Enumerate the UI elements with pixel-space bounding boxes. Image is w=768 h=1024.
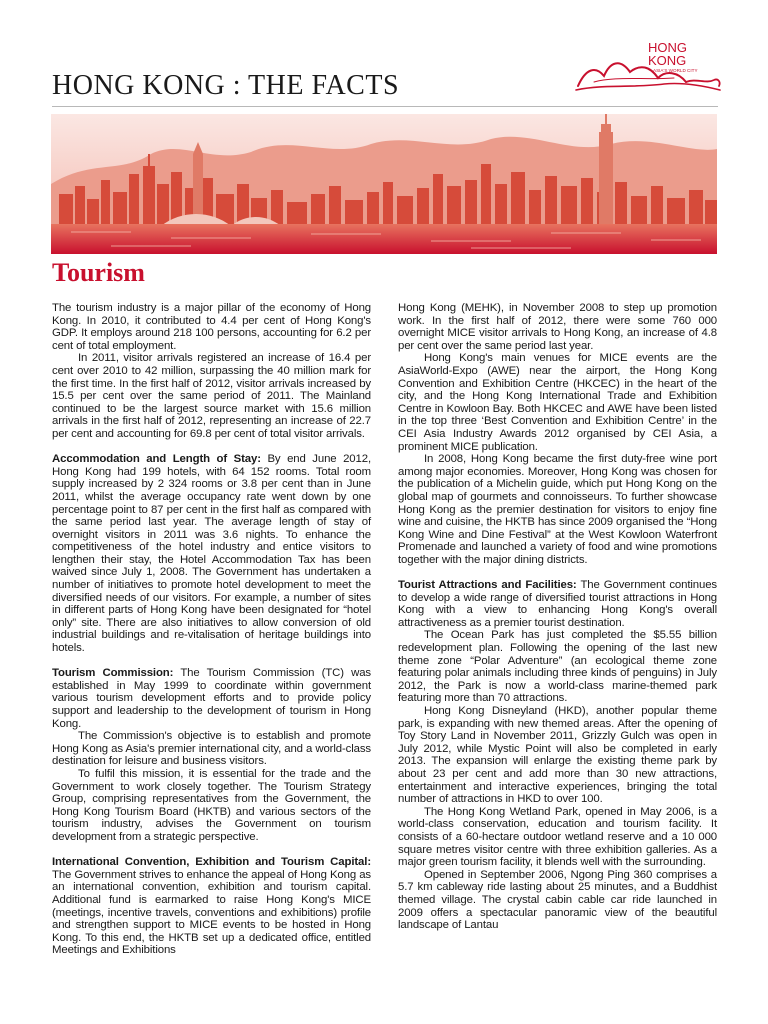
paragraph: International Convention, Exhibition and Tourism Capital: The Government strives to enhance the appeal of Hong Kong as an international convention, exhibition and tourism capital. Additional fund is earmarked to raise Hong Kong's MICE (meetings, incentive travels, conventions and exhibitions) profile and strengthen support to MICE events to be hosted in Hong Kong. To this end, the HKTB set up a dedicated office, entitled Meetings and Exhibitions [52, 856, 371, 957]
paragraph: In 2011, visitor arrivals registered an increase of 16.4 per cent over 2010 to 42 million, surpassing the 40 million mark for the first time. In the first half of 2012, visitor arrivals increased by 15.5 per cent over the same period of 2011. The Mainland continued to be the largest source market with 15.6 million arrivals in the first half of 2012, representing an increase of 22.7 per cent and accounting for 69.8 per cent of total visitor arrivals. [52, 352, 371, 440]
right-text-column [398, 302, 717, 932]
paragraph: Tourist Attractions and Facilities: The Government continues to develop a wide range of diversified tourist attractions in Hong Kong with a view to enhancing Hong Kong's overall attractiveness as a premier tourist destination. [398, 579, 717, 629]
logo-line-1: HONG [648, 40, 687, 55]
subheading: Tourism Commission: [52, 667, 174, 680]
section-title: Tourism [52, 258, 145, 287]
page-title: HONG KONG : THE FACTS [52, 70, 400, 101]
paragraph: Opened in September 2006, Ngong Ping 360 comprises a 5.7 km cableway ride lasting about 25 minutes, and a Buddhist themed village. The crystal cabin cable car ride launched in 2009 offers a spectacular panoramic view of the beautiful landscape of Lantau [398, 868, 717, 932]
paragraph: The Ocean Park has just completed the $5.55 billion redevelopment plan. Following the opening of the last new theme zone “Polar Adventure” (an ecological theme zone featuring polar animals including three kinds of penguins) in July 2012, the Park is now a world-class marine-themed park featuring more than 70 attractions. [398, 629, 717, 705]
logo-tagline: ASIA'S WORLD CITY [653, 68, 698, 73]
paragraph: The Commission's objective is to establish and promote Hong Kong as Asia's premier international city, and a world-class destination for leisure and business visitors. [52, 730, 371, 768]
paragraph: To fulfil this mission, it is essential for the trade and the Government to work closely together. The Tourism Strategy Group, comprising representatives from the Government, the Hong Kong Tourism Board (HKTB) and various sectors of the tourism industry, advises the Government on tourism development from a strategic perspective. [52, 767, 371, 843]
left-text-column [52, 302, 371, 957]
paragraph: The Hong Kong Wetland Park, opened in May 2006, is a world-class conservation, education and tourism facility. It consists of a 60-hectare outdoor wetland reserve and a 10 000 square metres visitor centre with three exhibition galleries. As a major green tourism facility, it blends well with the surrounding. [398, 805, 717, 869]
subheading: Tourist Attractions and Facilities: [398, 579, 577, 592]
paragraph: Tourism Commission: The Tourism Commission (TC) was established in May 1999 to coordinate within government various tourism development efforts and to provide policy support and leadership to the development of tourism in Hong Kong. [52, 667, 371, 730]
hong-kong-brand-logo [574, 38, 724, 96]
paragraph: Accommodation and Length of Stay: By end June 2012, Hong Kong had 199 hotels, with 64 152 rooms. Total room supply increased by 2 324 rooms or 3.8 per cent than in June 2011, whilst the average occupancy rate went down by one percentage point to 87 per cent in the first half as compared with the same period last year. The average length of stay of overnight visitors in 2011 was 3.6 nights. To enhance the competitiveness of the hotel industry and entice visitors to lengthen their stay, the Hotel Accommodation Tax has been waived since July 1, 2008. The Government has undertaken a number of initiatives to promote hotel development to meet the diversified needs of our visitors. For example, a number of sites in different parts of Hong Kong have been designated for “hotel only” site. There are also initiatives to allow conversion of old industrial buildings and re-vitalisation of heritage buildings into hotels. [52, 453, 371, 655]
skyline-banner [51, 114, 717, 254]
paragraph: Hong Kong Disneyland (HKD), another popular theme park, is expanding with new themed areas. After the opening of Toy Story Land in November 2011, Grizzly Gulch was open in July 2012, while Mystic Point will also be completed in early 2013. The expansion will enlarge the existing theme park by about 23 per cent and add more than 30 new attractions, entertainment and interactive experiences, bringing the total number of attractions in HKD to over 100. [398, 705, 717, 806]
paragraph: The tourism industry is a major pillar of the economy of Hong Kong. In 2010, it contributed to 4.4 per cent of Hong Kong's GDP. It employs around 218 100 persons, accounting for 6.2 per cent of total employment. [52, 302, 371, 352]
paragraph: Hong Kong's main venues for MICE events are the AsiaWorld-Expo (AWE) near the airport, the Hong Kong Convention and Exhibition Centre (HKCEC) in the heart of the city, and the Hong Kong International Trade and Exhibition Centre in Kowloon Bay. Both HKCEC and AWE have been listed in the top three ‘Best Convention and Exhibition Centre’ in the CEI Asia Industry Awards 2012 organised by CEI Asia, a prominent MICE publication. [398, 352, 717, 453]
header-rule [52, 106, 718, 107]
subheading: Accommodation and Length of Stay: [52, 453, 261, 466]
paragraph: Hong Kong (MEHK), in November 2008 to step up promotion work. In the first half of 2012, there were some 760 000 overnight MICE visitor arrivals to Hong Kong, an increase of 4.8 per cent over the same period last year. [398, 302, 717, 352]
subheading: International Convention, Exhibition and Tourism Capital: [52, 856, 371, 869]
logo-line-2: KONG [648, 53, 687, 68]
skyline-illustration [51, 114, 717, 254]
paragraph: In 2008, Hong Kong became the first duty-free wine port among major economies. Moreover, Hong Kong was chosen for the publication of a Michelin guide, which put Hong Kong on the global map of gourmets and connoisseurs. To further showcase Hong Kong as the premier destination for visitors to enjoy fine wine and cuisine, the HKTB has since 2009 organised the “Hong Kong Wine and Dine Festival” at the West Kowloon Waterfront Promenade and launched a variety of food and wine promotions together with the major dining districts. [398, 453, 717, 566]
